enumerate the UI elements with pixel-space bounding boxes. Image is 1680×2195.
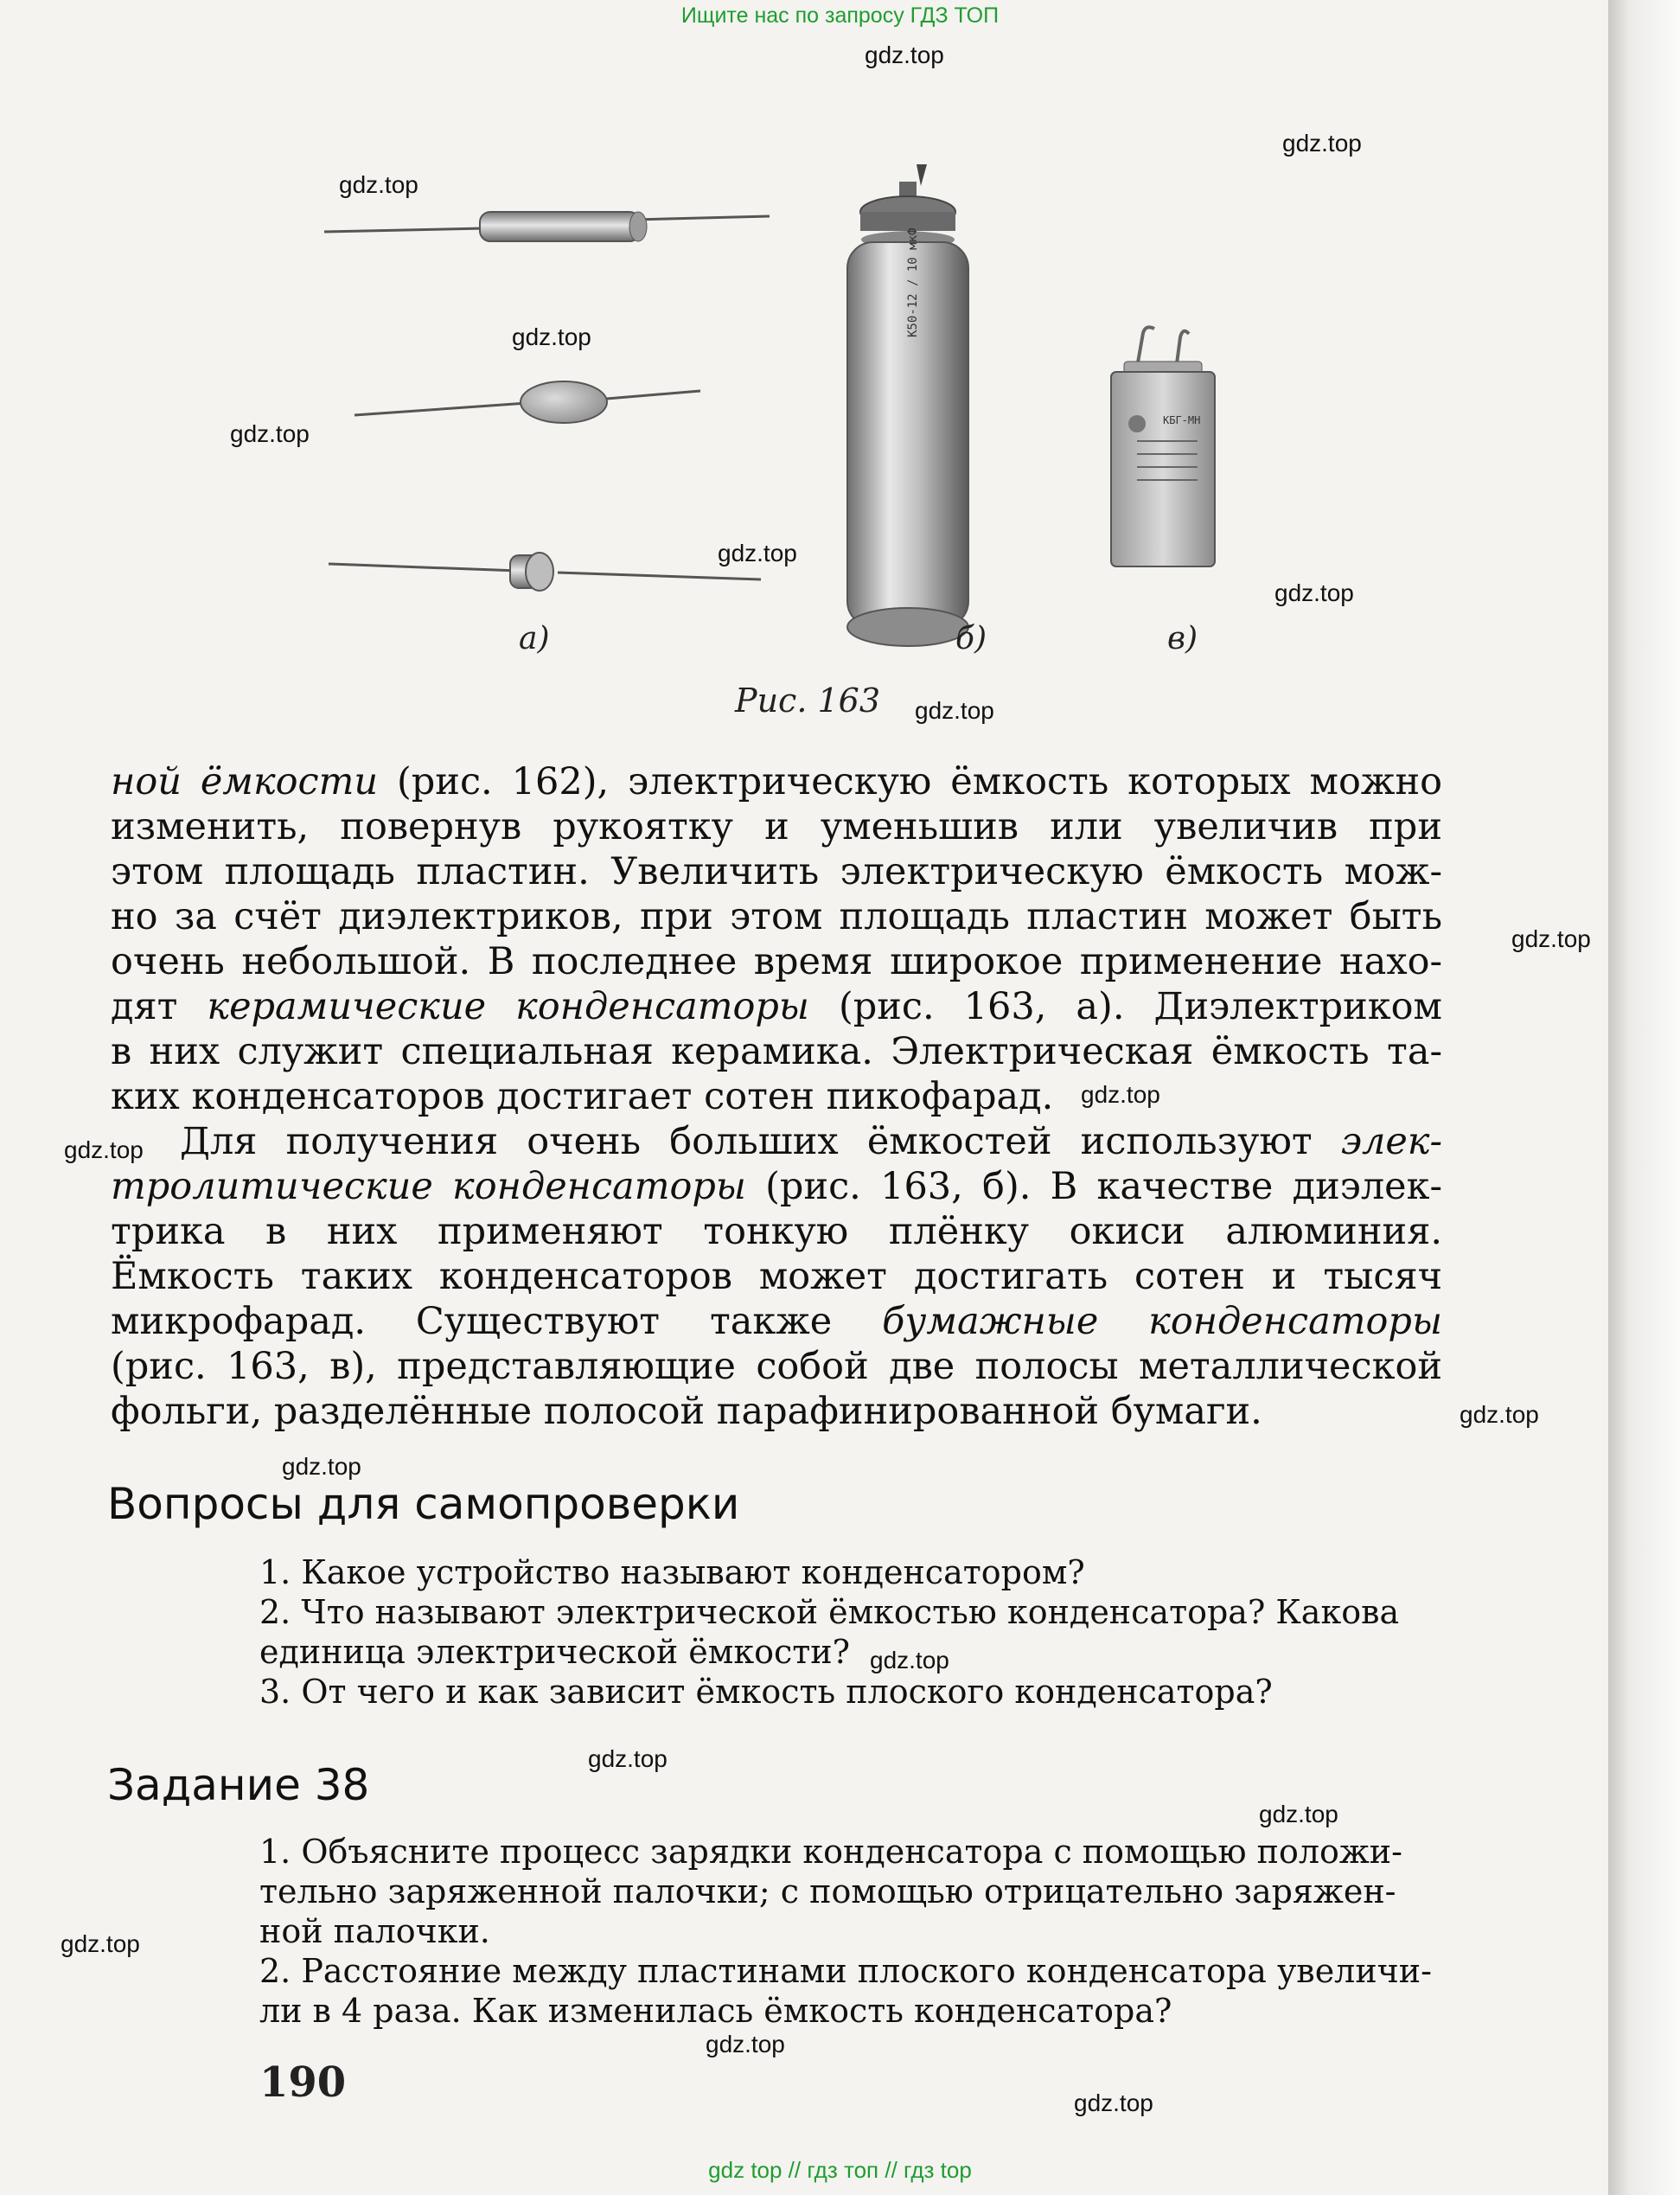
task-heading: Задание 38: [107, 1760, 370, 1810]
watermark: gdz.top: [1081, 1081, 1160, 1108]
watermark: gdz.top: [230, 420, 310, 447]
self-check-heading: Вопросы для самопроверки: [107, 1479, 740, 1529]
paper-capacitor: [1111, 327, 1215, 566]
watermark: gdz.top: [1074, 2089, 1153, 2116]
watermark: gdz.top: [1460, 1401, 1539, 1428]
figure-label-a: а): [519, 621, 550, 656]
body-text: [111, 759, 1442, 1434]
page-number: 190: [259, 2058, 347, 2107]
capacitors-illustration: [311, 164, 1288, 683]
watermark: gdz.top: [870, 1647, 949, 1673]
text-line: (рис. 163, в), представляющие собой две полосы металлической: [111, 1345, 1442, 1388]
watermark: gdz.top: [588, 1745, 668, 1772]
page-edge-shadow: [1608, 0, 1680, 2195]
text-line: фольги, разделённые полосой парафинированной бумаги.: [111, 1390, 1262, 1433]
text-line: очень небольшой. В последнее время широкое применение нахо-: [111, 940, 1442, 983]
watermark: gdz.top: [282, 1453, 361, 1480]
disc-ceramic-capacitor: [355, 381, 700, 423]
task-item-continuation: ной палочки.: [259, 1912, 490, 1950]
watermark: gdz.top: [915, 697, 994, 724]
text-line: Для получения очень больших ёмкостей используют элек-: [180, 1120, 1442, 1163]
electrolytic-label: К50-12 / 10 мкФ: [906, 227, 920, 337]
watermark: gdz.top: [1511, 925, 1591, 952]
text-line: этом площадь пластин. Увеличить электрическую ёмкость мож-: [111, 850, 1442, 893]
task-item-continuation: ли в 4 раза. Как изменилась ёмкость конденсатора?: [259, 1992, 1172, 2030]
question-item-continuation: единица электрической ёмкости?: [259, 1633, 850, 1671]
watermark: gdz.top: [1274, 579, 1354, 606]
capacitors-figure: [311, 164, 1288, 683]
text-line: микрофарад. Существуют также бумажные конденсаторы: [111, 1300, 1442, 1343]
text-line: тролитические конденсаторы (рис. 163, б). В качестве диэлек-: [111, 1165, 1442, 1208]
watermark: gdz.top: [1282, 130, 1362, 157]
figure-label-c: в): [1167, 621, 1198, 656]
watermark: gdz.top: [706, 2031, 785, 2057]
watermark: gdz.top: [61, 1930, 140, 1957]
pill-ceramic-capacitor: [329, 553, 761, 591]
question-item: 2. Что называют электрической ёмкостью конденсатора? Какова: [259, 1593, 1400, 1631]
electrolytic-capacitor: [847, 164, 968, 646]
task-item-continuation: тельно заряженной палочки; с помощью отрицательно заряжен-: [259, 1872, 1396, 1910]
task-items: [259, 1832, 1453, 2031]
watermark: gdz.top: [865, 42, 944, 68]
text-line: ких конденсаторов достигает сотен пикофарад.: [111, 1075, 1054, 1118]
bottom-banner[interactable]: gdz top // гдз топ // гдз top: [708, 2157, 972, 2183]
text-line: ной ёмкости (рис. 162), электрическую ёмкость которых можно: [111, 760, 1442, 803]
text-line: в них служит специальная керамика. Электрическая ёмкость та-: [111, 1030, 1442, 1073]
text-line: но за счёт диэлектриков, при этом площадь пластин может быть: [111, 895, 1442, 938]
top-banner[interactable]: Ищите нас по запросу ГДЗ ТОП: [680, 3, 1000, 28]
figure-caption: Рис. 163: [735, 682, 881, 720]
watermark: gdz.top: [512, 323, 591, 350]
text-line: дят керамические конденсаторы (рис. 163, а). Диэлектриком: [111, 985, 1443, 1028]
watermark: gdz.top: [339, 171, 418, 198]
watermark: gdz.top: [1259, 1801, 1338, 1827]
task-item: 1. Объясните процесс зарядки конденсатора с помощью положи-: [259, 1833, 1402, 1871]
text-line: изменить, повернув рукоятку и уменьшив или увеличив при: [111, 805, 1442, 848]
tubular-ceramic-capacitor: [324, 212, 770, 241]
text-line: трика в них применяют тонкую плёнку окиси алюминия.: [111, 1210, 1442, 1253]
watermark: gdz.top: [64, 1136, 144, 1163]
question-item: 3. От чего и как зависит ёмкость плоского конденсатора?: [259, 1673, 1273, 1711]
self-check-questions: [259, 1552, 1453, 1712]
watermark: gdz.top: [718, 540, 797, 566]
task-item: 2. Расстояние между пластинами плоского конденсатора увеличи-: [259, 1952, 1432, 1990]
question-item: 1. Какое устройство называют конденсатором?: [259, 1553, 1085, 1591]
figure-label-b: б): [955, 621, 987, 656]
paper-capacitor-label: КБГ-МН: [1163, 414, 1201, 426]
text-line: Ёмкость таких конденсаторов может достигать сотен и тысяч: [111, 1255, 1442, 1298]
